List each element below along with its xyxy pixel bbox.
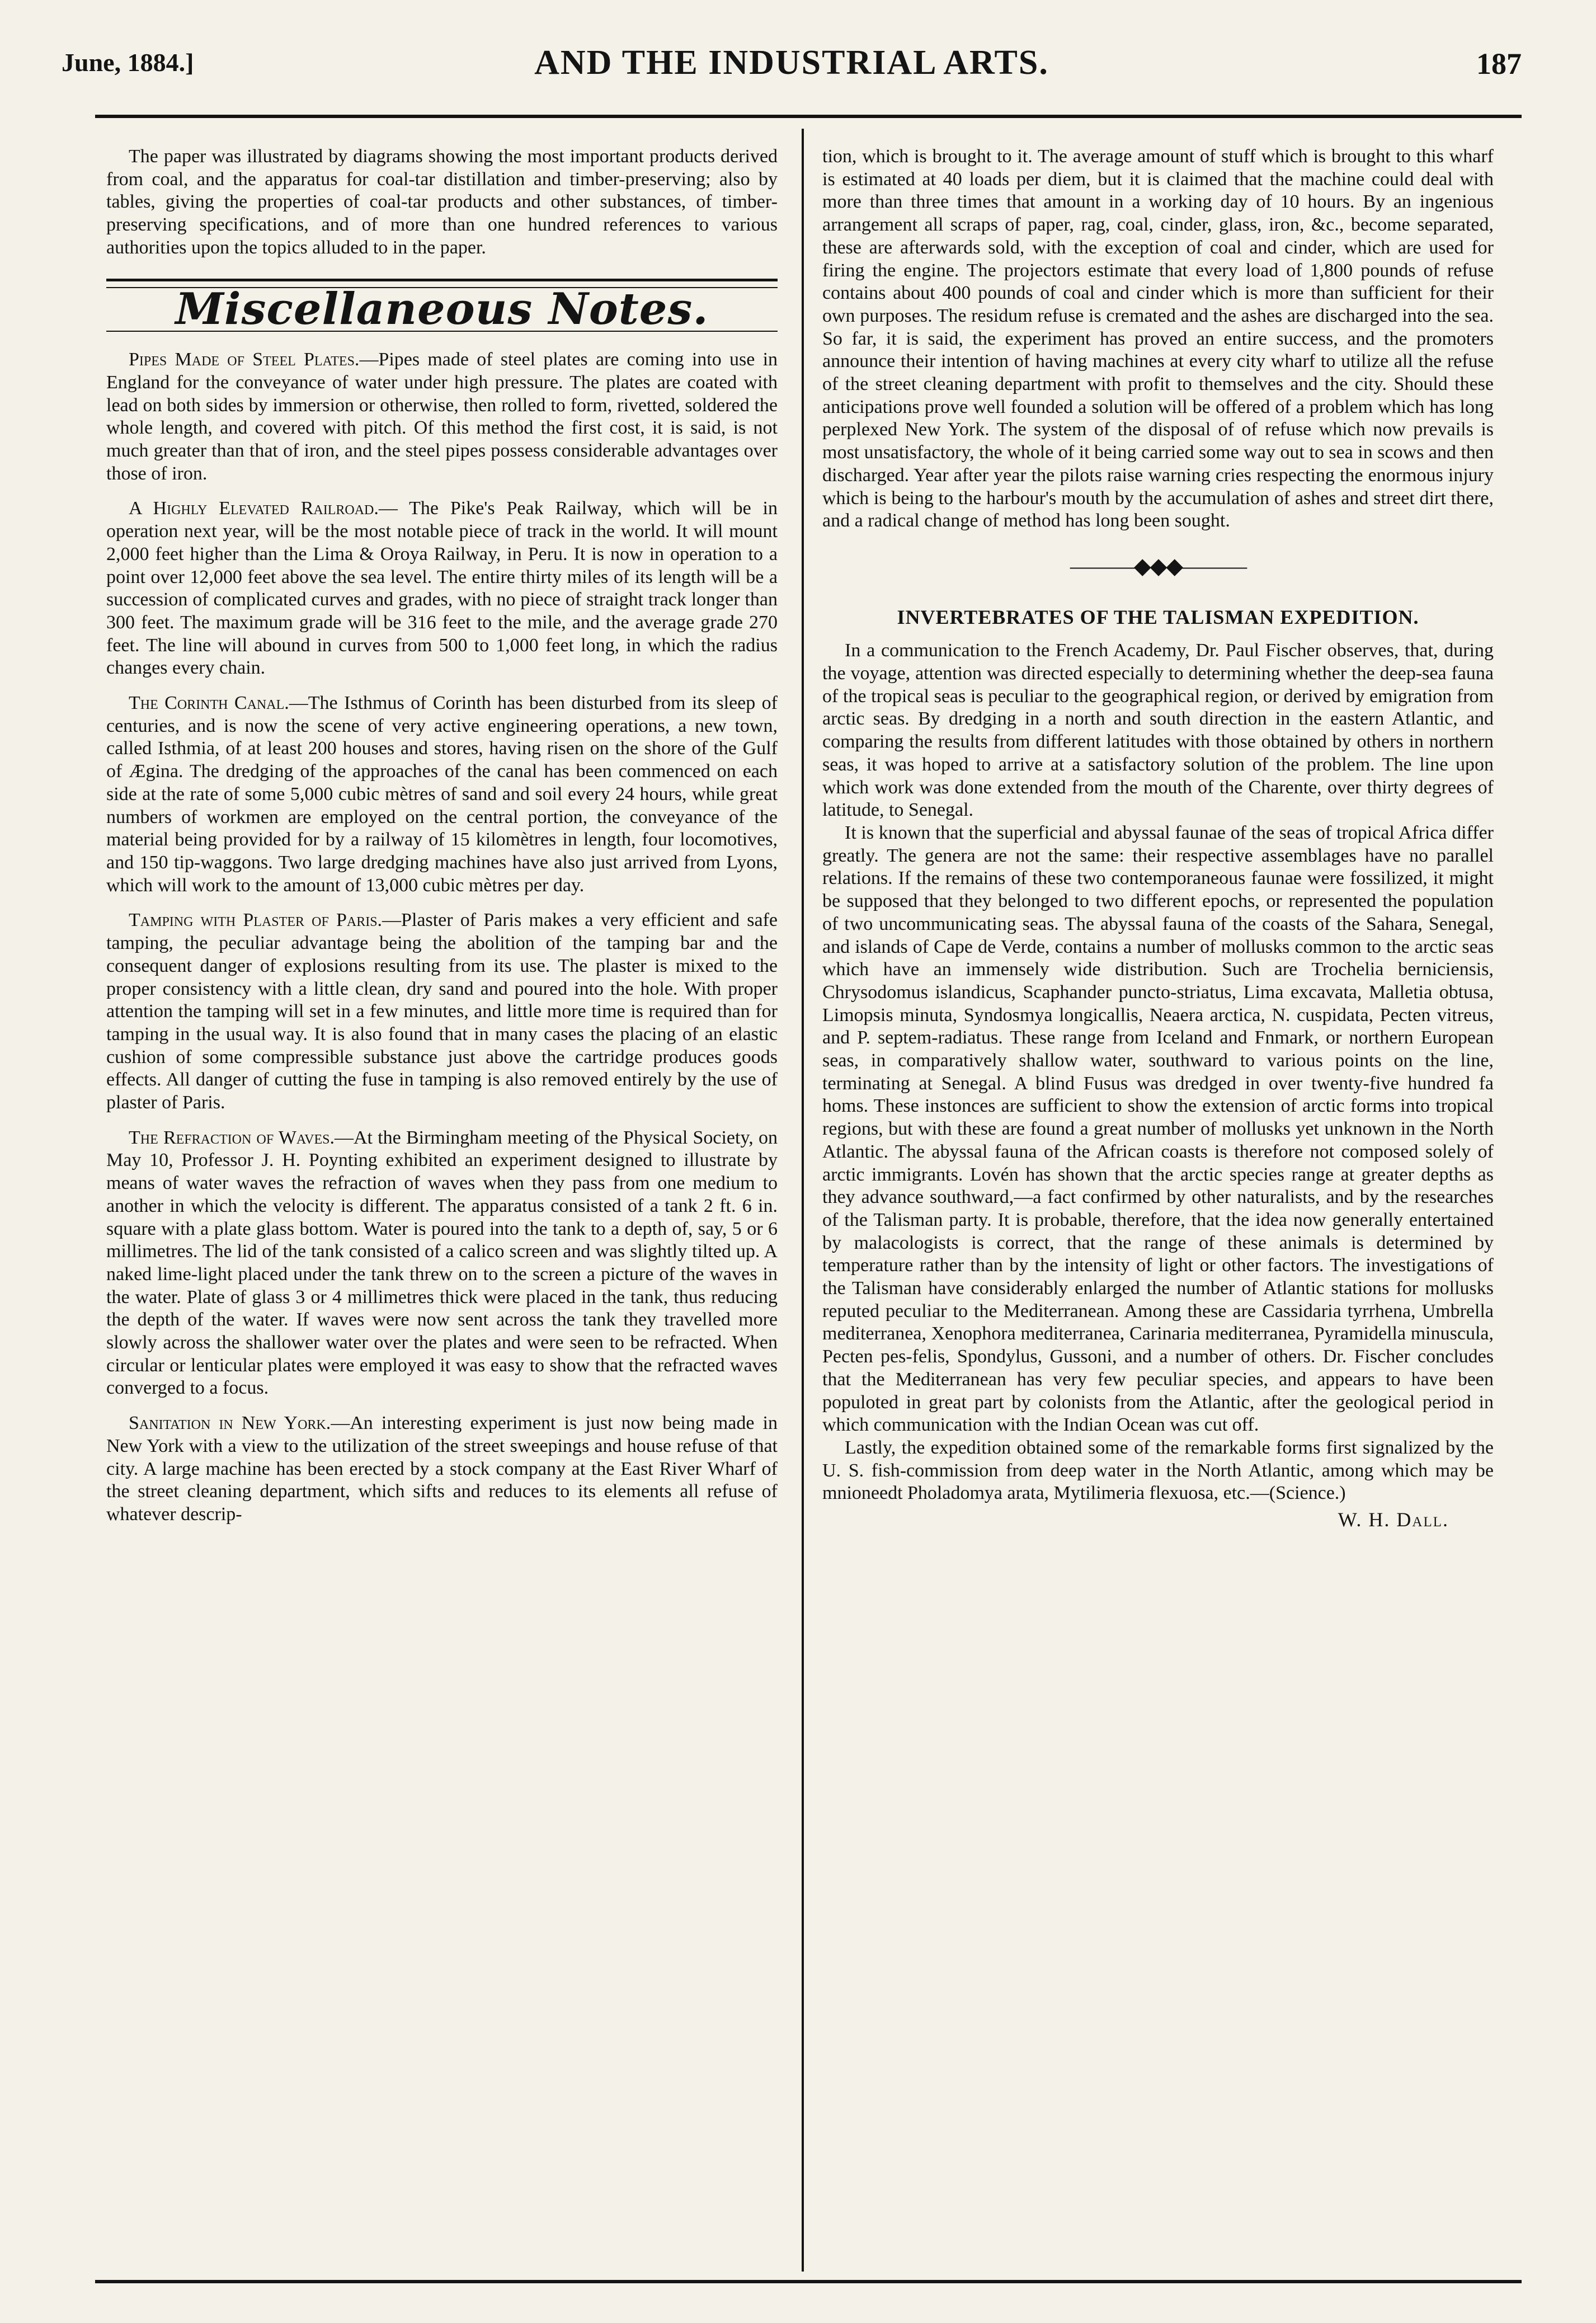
footer-rule: [95, 2280, 1522, 2283]
note-heading: The Refraction of Waves.: [129, 1127, 335, 1148]
note-text: —Pipes made of steel plates are coming into use in England for the conveyance of water under high pressure. The plates are coated with lead on both sides by immersion or otherwise, then rolled to form, rivetted, soldered the whole length, and covered with pitch. Of this method the first cost, it is said, is not much greater than that of iron, and the steel pipes possess considerable advantages over those of iron.: [106, 349, 778, 484]
note-steel-pipes: [106, 349, 778, 485]
page-number: 187: [1476, 47, 1522, 81]
note-text: —The Isthmus of Corinth has been disturbed from its sleep of centuries, and is now the scene of very active engineering operations, a new town, called Isthmia, of at least 200 houses and stores, having risen on the shore of the Gulf of Ægina. The dredging of the approaches of the canal has been commenced on each side at the rate of some 5,000 cubic mètres of sand and soil every 24 hours, while great numbers of workmen are employed on the central portion, the conveyance of the material being provided for by a railway of 15 kilomètres in length, four locomotives, and 150 tip-waggons. Two large dredging machines have also just arrived from Lyons, which will work to the amount of 13,000 cubic mètres per day.: [106, 693, 778, 896]
note-refraction-waves: [106, 1127, 778, 1400]
article-paragraph: In a communication to the French Academy, Dr. Paul Fischer observes, that, during the voyage, attention was directed especially to determining whether the deep-sea fauna of the tropical seas is peculiar to the geographical region, or derived by emigration from arctic seas. By dredging in a north and south direction in the eastern Atlantic, and comparing the results from different latitudes with those obtained by others in northern seas, it was hoped to arrive at a satisfactory solution of the problem. The line upon which work was done extended from the mouth of the Charente, over thirty degrees of latitude, to Senegal.: [822, 640, 1494, 821]
intro-paragraph: The paper was illustrated by diagrams showing the most important products derived from coal, and the apparatus for coal-tar distillation and timber-preserving; also by tables, giving the properties of coal-tar products and other substances, of timber-preserving specifications, and of more than one hundred references to various authorities upon the topics alluded to in the paper.: [106, 146, 778, 258]
note-heading: Sanitation in New York.: [129, 1413, 331, 1434]
note-heading: A Highly Elevated Railroad.: [129, 498, 379, 519]
article-paragraph: Lastly, the expedition obtained some of the remarkable forms first signalized by the U. S. fish-commission from deep water in the North Atlantic, among which may be mnioneedt Pholadomya arata, Mytilimeria flexuosa, etc.—(Science.): [822, 1437, 1494, 1504]
continued-paragraph: tion, which is brought to it. The average amount of stuff which is brought to this wharf is estimated at 40 loads per diem, but it is claimed that the machine could deal with more than three times that amount in a working day of 10 hours. By an ingenious arrangement all scraps of paper, rag, coal, cinder, glass, iron, &c., become separated, these are afterwards sold, with the exception of coal and cinder, which are used for firing the engine. The projectors estimate that every load of 1,800 pounds of refuse contains about 400 pounds of coal and cinder which is more than sufficient for their own purposes. The residum refuse is cremated and the ashes are discharged into the sea. So far, it is said, the experiment has proved an entire success, and the promoters announce their intention of having machines at every city wharf to utilize all the refuse of the street cleaning department with profit to themselves and the city. Should these anticipations prove well founded a solution will be offered of a problem which has long perplexed New York. The system of the disposal of of refuse which now prevails is most unsatisfactory, the whole of it being carried some way out to sea in scows and then discharged. Year after year the pilots raise warning cries respecting the enormous injury which is being to the harbour's mouth by the accumulation of ashes and street dirt there, and a radical change of method has long been sought.: [822, 146, 1494, 532]
note-heading: Pipes Made of Steel Plates.: [129, 349, 360, 370]
right-column: [822, 145, 1494, 2272]
note-sanitation-new-york: [106, 1412, 778, 1526]
article-paragraph: It is known that the superficial and abyssal faunae of the seas of tropical Africa differ greatly. The genera are not the same: their respective assemblages have no parallel relations. If the remains of these two contemporaneous faunae were fossilized, it might be supposed that they belonged to two different epochs, or represented the population of two uncommunicating seas. The abyssal fauna of the coasts of the Sahara, Senegal, and islands of Cape de Verde, contains a number of mollusks common to the arctic seas which have an immensely wide distribution. Such are Trochelia berniciensis, Chrysodomus islandicus, Scaphander puncto-striatus, Lima excavata, Malletia obtusa, Limopsis minuta, Syndosmya longicallis, Neaera arctica, N. cuspidata, Pecten vitreus, and P. septem-radiatus. These range from Iceland and Fnmark, or northern European seas, in comparatively shallow water, southward to various points on the line, terminating at Senegal. A blind Fusus was dredged in over twenty-five hundred fa homs. These instonces are sufficient to show the extension of arctic forms into tropical regions, but with these are found a great number of mollusks yet unknown in the North Atlantic. The abyssal fauna of the African coasts is therefore not composed solely of arctic immigrants. Lovén has shown that the arctic species range at greater depths as they advance southward,—a fact confirmed by other naturalists, and by the researches of the Talisman party. It is probable, therefore, that the idea now generally entertained by malacologists is correct, that the range of these animals is determined by temperature rather than by the intensity of light or other factors. The investigations of the Talisman have considerably enlarged the number of Atlantic stations for mollusks reputed peculiar to the Mediterranean. Among these are Cassidaria tyrrhena, Umbrella mediterranea, Xenophora mediterranea, Carinaria mediterranea, Pyramidella minuscula, Pecten pes-felis, Spondylus, Gussoni, and a number of others. Dr. Fischer concludes that the Mediterranean has very few peculiar species, and appears to have been populoted in great part by colonists from the Atlantic, after the geological period in which communication with the Indian Ocean was cut off.: [822, 822, 1494, 1436]
header-rule: [95, 115, 1522, 118]
note-text: —At the Birmingham meeting of the Physical Society, on May 10, Professor J. H. Poynting exhibited an experiment designed to illustrate by means of water waves the refraction of waves when they pass from one medium to another in which the velocity is different. The apparatus consisted of a tank 2 ft. 6 in. square with a plate glass bottom. Water is poured into the tank to a depth of, say, 5 or 6 millimetres. The lid of the tank consisted of a calico screen and was slightly tilted up. A naked lime-light placed under the tank threw on to the screen a picture of the waves in the water. Plate of glass 3 or 4 millimetres thick were placed in the tank, thus reducing the depth of the water. If waves were now sent across the tank they travelled more slowly across the shallower water over the plates and were seen to be refracted. When circular or lenticular plates were employed it was easy to show that the refracted waves converged to a focus.: [106, 1127, 778, 1399]
author-signature: W. H. Dall.: [1338, 1508, 1449, 1531]
note-text: — The Pike's Peak Railway, which will be in operation next year, will be the most notable piece of track in the world. It will mount 2,000 feet higher than the Lima & Oroya Railway, in Peru. It is now in operation to a point over 12,000 feet above the sea level. The entire thirty miles of its length will be a succession of complicated curves and grades, with no piece of straight track longer than 300 feet. The maximum grade will be 316 feet to the mile, and the average grade 270 feet. The line will abound in curves from 500 to 1,000 feet long, in which the radius changes every chain.: [106, 498, 778, 679]
note-text: —Plaster of Paris makes a very efficient and safe tamping, the peculiar advantage being the abolition of the tamping bar and the consequent danger of explosions resulting from its use. The plaster is mixed to the proper consistency with a little clean, dry sand and poured into the hole. With proper attention the tamping will set in a few minutes, and little more time is required than for tamping in the usual way. It is also found that in many cases the placing of an elastic cushion of some compressible substance just above the cartridge produces goods effects. All danger of cutting the fuse in tamping is also removed entirely by the use of plaster of Paris.: [106, 910, 778, 1113]
left-column: [106, 145, 778, 2272]
note-text: —An interesting experiment is just now being made in New York with a view to the utilization of the street sweepings and house refuse of that city. A large machine has been erected by a stock company at the East River Wharf of the street cleaning department, which sifts and reduces to its elements all refuse of whatever descrip-: [106, 1413, 778, 1525]
note-elevated-railroad: [106, 497, 778, 680]
ornament-divider: ———◆◆◆———: [1070, 553, 1246, 579]
section-title: Miscellaneous Notes.: [175, 283, 709, 335]
article-heading: INVERTEBRATES OF THE TALISMAN EXPEDITION.: [897, 605, 1419, 628]
running-title: AND THE INDUSTRIAL ARTS.: [534, 44, 1049, 82]
note-tamping-plaster: [106, 909, 778, 1114]
note-corinth-canal: [106, 692, 778, 897]
column-divider: [802, 129, 804, 2272]
note-heading: Tamping with Plaster of Paris.: [129, 910, 383, 931]
note-heading: The Corinth Canal.: [129, 693, 289, 714]
issue-date: June, 1884.]: [62, 48, 194, 77]
page-header: [62, 31, 1522, 98]
